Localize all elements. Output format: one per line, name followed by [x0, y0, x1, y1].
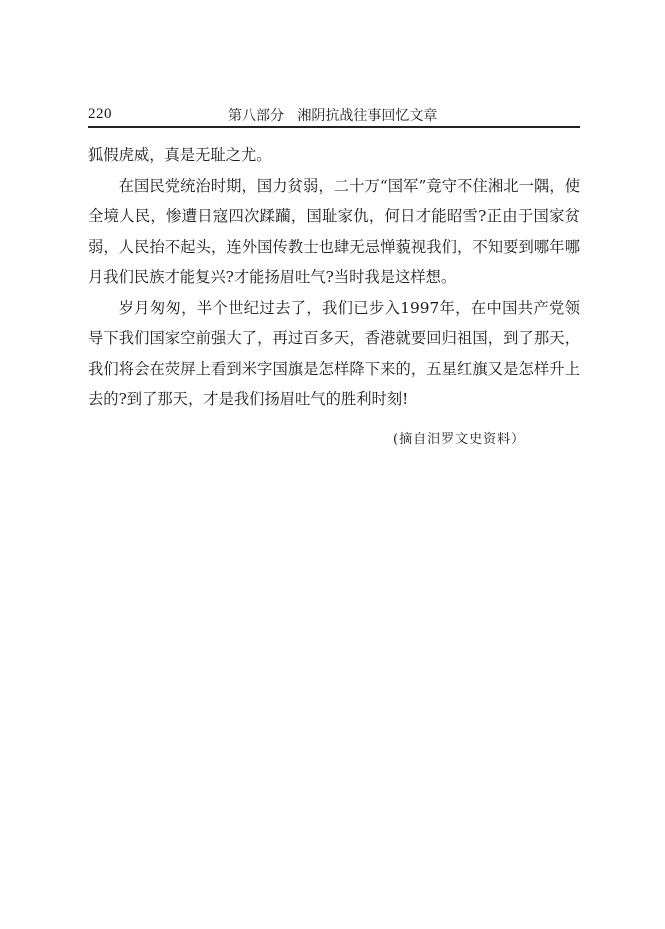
- body-text: [88, 140, 580, 415]
- paragraph-continued: 狐假虎威，真是无耻之尤。: [88, 146, 272, 164]
- page-number: 220: [88, 106, 112, 122]
- paragraph: 岁月匆匆，半个世纪过去了，我们已步入1997年，在中国共产党领导下我们国家空前强大了，再过百多天，香港就要回归祖国，到了那天，我们将会在荧屏上看到米字国旗是怎样降下来的，五星红旗又是怎样升上去的?到了那天，才是我们扬眉吐气的胜利时刻!: [88, 298, 580, 408]
- running-title: 第八部分 湘阴抗战往事回忆文章: [228, 108, 438, 124]
- source-note: (摘自汨罗文史资料）: [393, 432, 526, 447]
- paragraph: 在国民党统治时期，国力贫弱，二十万“国军”竟守不住湘北一隅，使全境人民，惨遭日寇四次蹂躏，国耻家仇，何日才能昭雪?正由于国家贫弱，人民抬不起头，连外国传教士也肆无忌惮藐视我们，不知要到哪年哪月我们民族才能复兴?才能扬眉吐气?当时我是这样想。: [88, 176, 580, 286]
- page-header: [88, 104, 580, 128]
